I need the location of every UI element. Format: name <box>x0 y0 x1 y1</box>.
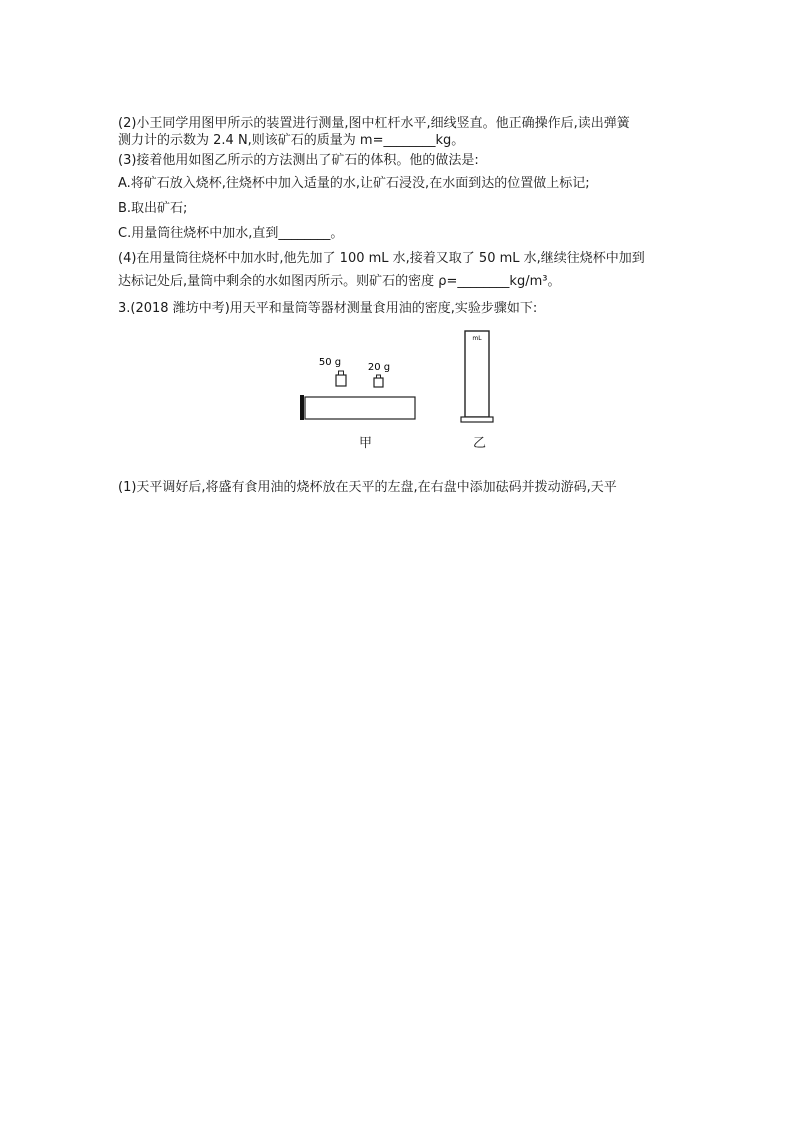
q3-part1-line1: (1)天平调好后,将盛有食用油的烧杯放在天平的左盘,在右盘中添加砝码并拨动游码,天平 <box>118 480 617 495</box>
q2-step-c: C.用量筒往烧杯中加水,直到________。 <box>118 226 344 241</box>
q2-part3-stem: (3)接着他用如图乙所示的方法测出了矿石的体积。他的做法是: <box>118 153 479 168</box>
q3-cylinder-body <box>465 331 489 417</box>
q2-part4-line1: (4)在用量筒往烧杯中加水时,他先加了 100 mL 水,接着又取了 50 mL 水,继续往烧杯中加到 <box>118 251 645 266</box>
q3-balance-figure <box>300 345 420 425</box>
q3-caption-jia: 甲 <box>359 436 373 451</box>
q2-step-b: B.取出矿石; <box>118 201 188 216</box>
q3-weight-label-20g: 20 g <box>367 362 391 373</box>
q3-weight-20g-icon <box>374 375 383 387</box>
q3-cylinder-unit: mL <box>472 335 482 342</box>
q3-cylinder-base <box>461 417 493 422</box>
q3-stem: 3.(2018 潍坊中考)用天平和量筒等器材测量食用油的密度,实验步骤如下: <box>118 301 538 316</box>
q2-part2-line2: 测力计的示数为 2.4 N,则该矿石的质量为 m=________kg。 <box>118 133 465 148</box>
q2-step-a: A.将矿石放入烧杯,往烧杯中加入适量的水,让矿石浸没,在水面到达的位置做上标记; <box>118 176 590 191</box>
q2-part2-line1: (2)小王同学用图甲所示的装置进行测量,图中杠杆水平,细线竖直。他正确操作后,读出弹簧 <box>118 116 630 131</box>
q2-part4-line2: 达标记处后,量筒中剩余的水如图丙所示。则矿石的密度 ρ=________kg/m³。 <box>118 274 561 289</box>
q3-weight-50g-icon <box>336 371 346 386</box>
q3-cylinder-figure <box>455 325 505 425</box>
q3-rider-marker <box>300 395 304 420</box>
q3-rider-scale <box>305 397 415 419</box>
q3-weight-label-50g: 50 g <box>318 357 342 368</box>
q3-caption-yi: 乙 <box>473 436 487 451</box>
